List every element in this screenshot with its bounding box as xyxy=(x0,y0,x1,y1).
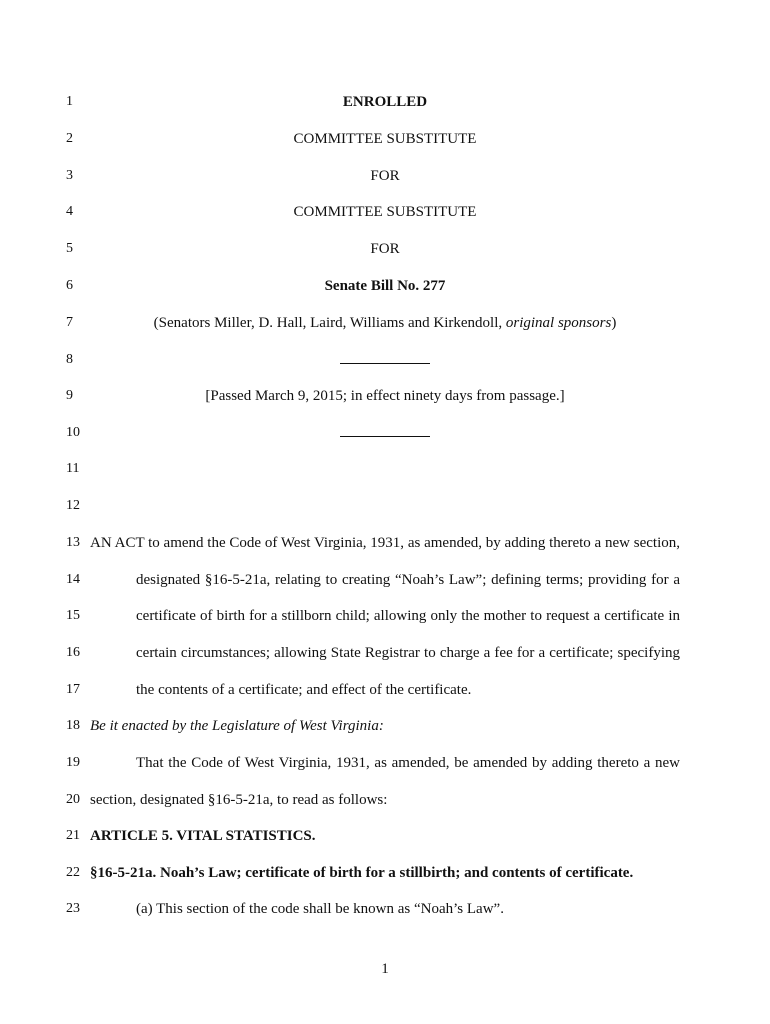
line-number: 6 xyxy=(66,278,73,293)
title-line: designated §16-5-21a, relating to creating “Noah’s Law”; defining terms; providing for a xyxy=(136,572,680,588)
article-heading: ARTICLE 5. VITAL STATISTICS. xyxy=(90,828,316,844)
line-number: 18 xyxy=(66,718,80,733)
line-number: 4 xyxy=(66,204,73,219)
line-number: 23 xyxy=(66,901,80,916)
separator-line xyxy=(90,353,680,368)
line-number: 22 xyxy=(66,865,80,880)
line-number: 11 xyxy=(66,461,80,476)
line-number: 7 xyxy=(66,315,73,330)
line-number: 9 xyxy=(66,388,73,403)
for-line: FOR xyxy=(370,168,400,184)
line-number: 17 xyxy=(66,682,80,697)
sponsors-close: ) xyxy=(611,315,617,331)
committee-substitute-line: COMMITTEE SUBSTITUTE xyxy=(293,204,477,220)
body-line: (a) This section of the code shall be known as “Noah’s Law”. xyxy=(136,901,504,917)
line-number: 5 xyxy=(66,241,73,256)
line-number: 19 xyxy=(66,755,80,770)
line-number: 21 xyxy=(66,828,80,843)
line-number: 10 xyxy=(66,425,80,440)
line-number: 12 xyxy=(66,498,80,513)
body-line: section, designated §16-5-21a, to read as follows: xyxy=(90,792,388,808)
line-number: 1 xyxy=(66,94,73,109)
title-line: certificate of birth for a stillborn child; allowing only the mother to request a certificate in xyxy=(136,608,680,624)
title-line: the contents of a certificate; and effect of the certificate. xyxy=(136,682,472,698)
line-number: 2 xyxy=(66,131,73,146)
sponsors-line xyxy=(90,316,680,331)
bill-number: Senate Bill No. 277 xyxy=(324,278,446,294)
page-number: 1 xyxy=(381,961,389,977)
section-heading: §16-5-21a. Noah’s Law; certificate of birth for a stillbirth; and contents of certificate. xyxy=(90,865,634,881)
body-line: That the Code of West Virginia, 1931, as amended, be amended by adding thereto a new xyxy=(136,755,680,771)
passed-line: [Passed March 9, 2015; in effect ninety days from passage.] xyxy=(205,388,565,404)
sponsors-names: (Senators Miller, D. Hall, Laird, Williams and Kirkendoll, xyxy=(153,315,506,331)
line-number: 20 xyxy=(66,792,80,807)
enrolled-heading: ENROLLED xyxy=(342,94,428,110)
for-line: FOR xyxy=(370,241,400,257)
separator-line xyxy=(90,426,680,441)
line-number: 3 xyxy=(66,168,73,183)
title-line: certain circumstances; allowing State Registrar to charge a fee for a certificate; specifying xyxy=(136,645,680,661)
line-number: 14 xyxy=(66,572,80,587)
line-number: 16 xyxy=(66,645,80,660)
sponsors-role: original sponsors xyxy=(505,315,612,331)
title-line: AN ACT to amend the Code of West Virginia, 1931, as amended, by adding thereto a new section, xyxy=(90,535,680,551)
line-number: 8 xyxy=(66,352,73,367)
enacting-clause: Be it enacted by the Legislature of West Virginia: xyxy=(90,718,384,734)
committee-substitute-line: COMMITTEE SUBSTITUTE xyxy=(293,131,477,147)
line-number: 15 xyxy=(66,608,80,623)
line-number: 13 xyxy=(66,535,80,550)
